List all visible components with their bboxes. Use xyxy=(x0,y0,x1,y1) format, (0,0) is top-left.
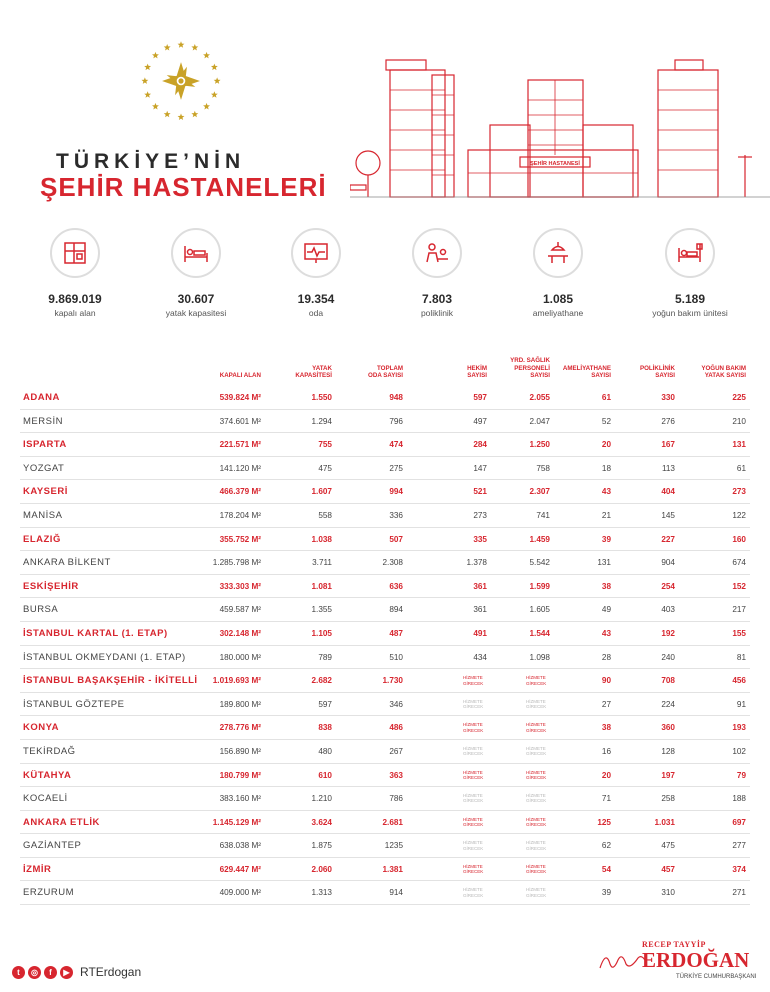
stat-label: oda xyxy=(308,308,324,318)
cell-icu: 374 xyxy=(732,864,746,874)
stat-value: 7.803 xyxy=(421,292,453,306)
cell-staff: 2.047 xyxy=(529,416,550,426)
cell-area: 1.019.693 M² xyxy=(212,676,261,686)
cell-staff: 1.544 xyxy=(529,628,550,638)
cell-area: 1.285.798 M² xyxy=(212,558,261,568)
cell-clinics: 240 xyxy=(661,652,675,662)
intensive-care-icon xyxy=(665,228,715,278)
cell-rooms: 363 xyxy=(389,770,403,780)
hospital-sign: ŞEHİR HASTANESİ xyxy=(530,161,580,167)
hospital-name: İSTANBUL BAŞAKŞEHİR - İKİTELLİ xyxy=(23,675,198,687)
cell-rooms: 275 xyxy=(389,463,403,473)
stat-label: ameliyathane xyxy=(532,308,584,318)
table-row xyxy=(20,598,750,622)
hospital-name: ISPARTA xyxy=(23,439,67,451)
cell-clinics: 360 xyxy=(661,723,675,733)
cell-area: 383.160 M² xyxy=(219,794,261,804)
cell-doctors: 491 xyxy=(473,628,487,638)
cell-area: 156.890 M² xyxy=(219,746,261,756)
cell-doctors: 434 xyxy=(473,652,487,662)
cell-area: 638.038 M² xyxy=(219,841,261,851)
cell-icu: 61 xyxy=(736,463,746,473)
cell-clinics: 192 xyxy=(661,628,675,638)
cell-beds: 1.875 xyxy=(311,841,332,851)
cell-clinics: 197 xyxy=(661,770,675,780)
cell-rooms: 2.681 xyxy=(382,817,403,827)
cell-icu: 122 xyxy=(732,510,746,520)
cell-or: 39 xyxy=(601,888,611,898)
cell-doctors: HİZMETE GİRECEK xyxy=(463,745,484,757)
cell-clinics: 403 xyxy=(661,605,675,615)
cell-rooms: 948 xyxy=(389,393,403,402)
cell-doctors: 147 xyxy=(473,463,487,473)
cell-staff: HİZMETE GİRECEK xyxy=(526,745,547,757)
cell-doctors: HİZMETE GİRECEK xyxy=(463,863,484,875)
table-row xyxy=(20,646,750,670)
cell-rooms: 487 xyxy=(389,628,403,638)
cell-staff: HİZMETE GİRECEK xyxy=(526,793,547,804)
cell-clinics: 227 xyxy=(661,534,675,544)
cell-area: 178.204 M² xyxy=(219,510,261,520)
stat-value: 30.607 xyxy=(177,292,215,306)
cell-icu: 217 xyxy=(732,605,746,615)
cell-beds: 558 xyxy=(318,510,332,520)
cell-beds: 838 xyxy=(318,723,332,733)
cell-icu: 225 xyxy=(732,393,746,402)
cell-area: 278.776 M² xyxy=(219,723,261,733)
table-row xyxy=(20,669,750,693)
emblem-star xyxy=(211,64,218,71)
cell-or: 61 xyxy=(601,393,611,402)
cell-icu: 210 xyxy=(732,416,746,426)
cell-icu: 160 xyxy=(732,534,746,544)
cell-icu: 277 xyxy=(732,841,746,851)
hospital-name: ANKARA BİLKENT xyxy=(23,557,111,569)
hospital-bed-icon xyxy=(171,228,221,278)
cell-or: 131 xyxy=(597,558,611,568)
hospital-name: KONYA xyxy=(23,722,59,734)
cell-clinics: 113 xyxy=(661,463,675,473)
table-row xyxy=(20,433,750,457)
cell-rooms: 786 xyxy=(389,794,403,804)
hospital-name: İSTANBUL GÖZTEPE xyxy=(23,698,125,710)
cell-doctors: 1.378 xyxy=(466,558,487,568)
cell-area: 539.824 M² xyxy=(219,393,261,402)
cell-clinics: 330 xyxy=(661,393,675,402)
emblem-star xyxy=(164,111,171,118)
cell-rooms: 507 xyxy=(389,534,403,544)
cell-beds: 597 xyxy=(318,699,332,709)
cell-or: 43 xyxy=(601,628,611,638)
table-row xyxy=(20,740,750,764)
table-row xyxy=(20,504,750,528)
cell-beds: 480 xyxy=(318,746,332,756)
facebook-icon[interactable]: f xyxy=(44,966,57,979)
cell-area: 333.303 M² xyxy=(219,581,261,591)
hospital-name: ERZURUM xyxy=(23,887,74,899)
cell-area: 180.000 M² xyxy=(219,652,261,662)
cell-doctors: 497 xyxy=(473,416,487,426)
cell-or: 38 xyxy=(601,581,611,591)
stat-value: 1.085 xyxy=(542,292,574,306)
hospital-name: YOZGAT xyxy=(23,462,65,474)
emblem-star xyxy=(214,77,221,84)
col-header-operating-rooms: AMELİYATHANE SAYISI xyxy=(562,364,611,380)
cell-or: 20 xyxy=(601,440,611,450)
cell-area: 629.447 M² xyxy=(219,864,261,874)
cell-clinics: 475 xyxy=(661,841,675,851)
emblem-star xyxy=(203,103,210,110)
cell-beds: 610 xyxy=(318,770,332,780)
cell-icu: 456 xyxy=(732,676,746,686)
youtube-icon[interactable]: ▶ xyxy=(60,966,73,979)
hospital-name: MERSİN xyxy=(23,415,63,427)
hospital-name: KOCAELİ xyxy=(23,793,68,805)
cell-beds: 3.711 xyxy=(312,558,332,568)
table-row xyxy=(20,787,750,811)
cell-doctors: 273 xyxy=(473,510,487,520)
cell-or: 28 xyxy=(601,652,611,662)
table-row xyxy=(20,410,750,434)
cell-or: 27 xyxy=(601,699,611,709)
cell-area: 180.799 M² xyxy=(219,770,261,780)
col-header-doctors: HEKİM SAYISI xyxy=(467,364,487,380)
cell-doctors: HİZMETE GİRECEK xyxy=(463,722,484,733)
surgery-lamp-icon xyxy=(533,228,583,278)
cell-doctors: 361 xyxy=(473,581,487,591)
cell-staff: 5.542 xyxy=(529,558,550,568)
cell-rooms: 346 xyxy=(389,699,403,709)
emblem-star xyxy=(178,41,185,48)
emblem-star xyxy=(164,44,171,51)
table-row xyxy=(20,551,750,575)
emblem-star xyxy=(211,91,218,98)
cell-icu: 79 xyxy=(736,770,746,780)
stat-value: 19.354 xyxy=(297,292,335,306)
cell-staff: 1.250 xyxy=(529,440,550,450)
emblem-star xyxy=(178,114,185,121)
stat-label: poliklinik xyxy=(420,308,454,318)
cell-area: 466.379 M² xyxy=(219,487,261,497)
cell-icu: 188 xyxy=(732,794,746,804)
cell-doctors: 521 xyxy=(473,487,487,497)
cell-staff: 741 xyxy=(536,510,550,520)
cell-beds: 1.294 xyxy=(311,416,332,426)
cell-beds: 475 xyxy=(318,463,332,473)
cell-beds: 2.682 xyxy=(311,676,332,686)
cell-icu: 273 xyxy=(732,487,746,497)
cell-doctors: 335 xyxy=(473,534,487,544)
hospital-name: ESKİŞEHİR xyxy=(23,580,79,592)
cell-staff: 1.599 xyxy=(529,581,550,591)
signature-block xyxy=(598,938,758,986)
cell-icu: 152 xyxy=(732,581,746,591)
cell-rooms: 1235 xyxy=(384,841,403,851)
cell-rooms: 994 xyxy=(389,487,403,497)
cell-clinics: 708 xyxy=(661,676,675,686)
table-row xyxy=(20,575,750,599)
hospital-name: İSTANBUL OKMEYDANI (1. ETAP) xyxy=(23,651,186,663)
cell-beds: 1.038 xyxy=(311,534,332,544)
cell-rooms: 510 xyxy=(389,652,403,662)
cell-staff: HİZMETE GİRECEK xyxy=(526,769,547,780)
table-row xyxy=(20,693,750,717)
cell-or: 62 xyxy=(601,841,611,851)
cell-doctors: HİZMETE GİRECEK xyxy=(463,675,484,686)
cell-staff: HİZMETE GİRECEK xyxy=(526,887,547,898)
cell-clinics: 457 xyxy=(661,864,675,874)
cell-icu: 193 xyxy=(732,723,746,733)
cell-clinics: 254 xyxy=(661,581,675,591)
cell-area: 221.571 M² xyxy=(219,440,261,450)
hospital-name: BURSA xyxy=(23,604,59,616)
stat-label: kapalı alan xyxy=(54,308,96,318)
signature-line-1: RECEP TAYYİP xyxy=(642,940,706,949)
header xyxy=(0,0,770,215)
cell-clinics: 1.031 xyxy=(654,817,675,827)
building-blueprint-icon xyxy=(50,228,100,278)
cell-area: 355.752 M² xyxy=(219,534,261,544)
cell-area: 141.120 M² xyxy=(219,463,261,473)
cell-staff: 1.459 xyxy=(529,534,550,544)
cell-clinics: 145 xyxy=(661,510,675,520)
cell-rooms: 267 xyxy=(389,746,403,756)
cell-staff: HİZMETE GİRECEK xyxy=(526,863,547,875)
cell-icu: 131 xyxy=(732,440,746,450)
col-header-rooms: TOPLAM ODA SAYISI xyxy=(368,364,403,380)
cell-area: 409.000 M² xyxy=(219,888,261,898)
cell-clinics: 258 xyxy=(661,794,675,804)
hospital-name: MANİSA xyxy=(23,509,63,521)
table-row xyxy=(20,858,750,882)
cell-or: 49 xyxy=(601,605,611,615)
hospital-name: ELAZIĞ xyxy=(23,533,61,545)
social-handle[interactable]: RTErdogan xyxy=(80,965,142,979)
table-row xyxy=(20,622,750,646)
cell-doctors: HİZMETE GİRECEK xyxy=(463,698,484,710)
cell-clinics: 904 xyxy=(661,558,675,568)
stat-bed-capacity xyxy=(136,228,256,318)
cell-clinics: 224 xyxy=(661,699,675,709)
cell-doctors: 597 xyxy=(473,393,487,402)
cell-icu: 91 xyxy=(736,699,746,709)
hospital-name: ANKARA ETLİK xyxy=(23,816,100,828)
emblem-star xyxy=(141,77,148,84)
hospital-name: İZMİR xyxy=(23,863,52,875)
emblem-star xyxy=(191,44,198,51)
hospital-name: TEKİRDAĞ xyxy=(23,745,76,757)
stat-rooms xyxy=(256,228,376,318)
table-row xyxy=(20,716,750,740)
stat-polyclinic xyxy=(377,228,497,318)
cell-rooms: 796 xyxy=(389,416,403,426)
signature-line-3: TÜRKİYE CUMHURBAŞKANI xyxy=(676,974,757,980)
cell-or: 90 xyxy=(601,676,611,686)
table-row xyxy=(20,764,750,788)
cell-staff: HİZMETE GİRECEK xyxy=(526,698,547,710)
cell-doctors: 284 xyxy=(473,440,487,450)
presidential-emblem-icon xyxy=(138,38,224,124)
monitor-icon xyxy=(291,228,341,278)
stat-value: 5.189 xyxy=(674,292,706,306)
cell-beds: 1.550 xyxy=(311,393,332,402)
cell-rooms: 914 xyxy=(389,888,403,898)
cell-beds: 1.105 xyxy=(311,628,332,638)
cell-or: 38 xyxy=(601,723,611,733)
cell-doctors: HİZMETE GİRECEK xyxy=(463,793,484,804)
cell-beds: 1.081 xyxy=(311,581,332,591)
cell-or: 52 xyxy=(601,416,611,426)
table-row xyxy=(20,386,750,410)
cell-beds: 1.355 xyxy=(311,605,332,615)
cell-rooms: 336 xyxy=(389,510,403,520)
cell-or: 18 xyxy=(601,463,611,473)
title-line-1: TÜRKİYE’NİN xyxy=(56,150,246,173)
cell-rooms: 486 xyxy=(389,723,403,733)
cell-beds: 789 xyxy=(318,652,332,662)
cell-staff: HİZMETE GİRECEK xyxy=(526,722,547,733)
cell-staff: 2.307 xyxy=(529,487,550,497)
cell-area: 459.587 M² xyxy=(219,605,261,615)
cell-doctors: HİZMETE GİRECEK xyxy=(463,887,484,898)
cell-staff: HİZMETE GİRECEK xyxy=(526,816,547,828)
social-links xyxy=(12,964,141,980)
cell-clinics: 167 xyxy=(661,440,675,450)
instagram-icon[interactable]: ◎ xyxy=(28,966,41,979)
table-row xyxy=(20,480,750,504)
cell-doctors: HİZMETE GİRECEK xyxy=(463,840,484,851)
hospital-name: ADANA xyxy=(23,392,60,403)
cell-beds: 2.060 xyxy=(311,864,332,874)
cell-rooms: 1.381 xyxy=(382,864,403,874)
cell-rooms: 636 xyxy=(389,581,403,591)
hospital-name: İSTANBUL KARTAL (1. ETAP) xyxy=(23,627,168,639)
cell-area: 374.601 M² xyxy=(219,416,261,426)
cell-beds: 755 xyxy=(318,440,332,450)
hospital-name: KÜTAHYA xyxy=(23,769,72,781)
cell-clinics: 128 xyxy=(661,746,675,756)
cell-icu: 81 xyxy=(736,652,746,662)
cell-rooms: 1.730 xyxy=(382,676,403,686)
title-line-2: ŞEHİR HASTANELERİ xyxy=(40,172,327,202)
stat-label: yatak kapasitesi xyxy=(165,308,227,318)
cell-clinics: 310 xyxy=(661,888,675,898)
emblem-star xyxy=(144,64,151,71)
col-header-icu: YOĞUN BAKIM YATAK SAYISI xyxy=(701,364,746,380)
cell-icu: 271 xyxy=(732,888,746,898)
stat-closed-area xyxy=(15,228,135,318)
cell-or: 21 xyxy=(601,510,611,520)
col-header-area: KAPALI ALAN xyxy=(219,372,261,380)
cell-area: 302.148 M² xyxy=(219,628,261,638)
cell-or: 39 xyxy=(601,534,611,544)
emblem-star xyxy=(191,111,198,118)
cell-icu: 674 xyxy=(732,558,746,568)
twitter-icon[interactable]: t xyxy=(12,966,25,979)
hospital-buildings-illustration xyxy=(350,45,770,205)
cell-doctors: HİZMETE GİRECEK xyxy=(463,816,484,828)
cell-or: 43 xyxy=(601,487,611,497)
cell-icu: 155 xyxy=(732,628,746,638)
table-row xyxy=(20,834,750,858)
cell-staff: HİZMETE GİRECEK xyxy=(526,840,547,851)
cell-or: 71 xyxy=(601,794,611,804)
cell-staff: 1.605 xyxy=(529,605,550,615)
col-header-staff: YRD. SAĞLIK PERSONELİ SAYISI xyxy=(510,356,550,380)
cell-staff: 758 xyxy=(536,463,550,473)
table-header xyxy=(20,348,750,388)
col-header-beds: YATAK KAPASİTESİ xyxy=(295,364,332,380)
table-row xyxy=(20,528,750,552)
col-header-polyclinics: POLİKLİNİK SAYISI xyxy=(639,364,675,380)
hospital-name: GAZİANTEP xyxy=(23,840,82,852)
emblem-star xyxy=(152,103,159,110)
cell-clinics: 276 xyxy=(661,416,675,426)
cell-beds: 1.607 xyxy=(311,487,332,497)
cell-area: 189.800 M² xyxy=(219,699,261,709)
cell-or: 20 xyxy=(601,770,611,780)
cell-beds: 1.313 xyxy=(311,888,332,898)
cell-clinics: 404 xyxy=(661,487,675,497)
cell-rooms: 894 xyxy=(389,605,403,615)
cell-staff: 1.098 xyxy=(529,652,550,662)
cell-doctors: 361 xyxy=(473,605,487,615)
signature-scribble xyxy=(598,946,648,976)
stat-value: 9.869.019 xyxy=(48,292,102,306)
cell-icu: 102 xyxy=(732,746,746,756)
summary-stats xyxy=(0,228,770,328)
cell-doctors: HİZMETE GİRECEK xyxy=(463,769,484,780)
stat-operating-rooms xyxy=(498,228,618,318)
stat-label: yoğun bakım ünitesi xyxy=(652,308,728,318)
table-row xyxy=(20,881,750,905)
hospital-name: KAYSERİ xyxy=(23,486,68,498)
cell-beds: 3.624 xyxy=(311,817,332,827)
cell-rooms: 2.308 xyxy=(382,558,403,568)
hospital-table xyxy=(20,386,750,905)
cell-area: 1.145.129 M² xyxy=(212,817,261,827)
cell-or: 54 xyxy=(601,864,611,874)
cell-icu: 697 xyxy=(732,817,746,827)
cell-beds: 1.210 xyxy=(311,794,332,804)
emblem-star xyxy=(203,52,210,59)
cell-or: 125 xyxy=(597,817,611,827)
table-row xyxy=(20,457,750,481)
cell-rooms: 474 xyxy=(389,440,403,450)
emblem-star xyxy=(152,52,159,59)
cell-staff: 2.055 xyxy=(529,393,550,402)
signature-line-2: ERDOĞAN xyxy=(642,948,750,972)
cell-staff: HİZMETE GİRECEK xyxy=(526,675,547,686)
emblem-star xyxy=(144,91,151,98)
cell-or: 16 xyxy=(601,746,611,756)
table-row xyxy=(20,811,750,835)
stat-icu xyxy=(630,228,750,318)
doctor-consult-icon xyxy=(412,228,462,278)
